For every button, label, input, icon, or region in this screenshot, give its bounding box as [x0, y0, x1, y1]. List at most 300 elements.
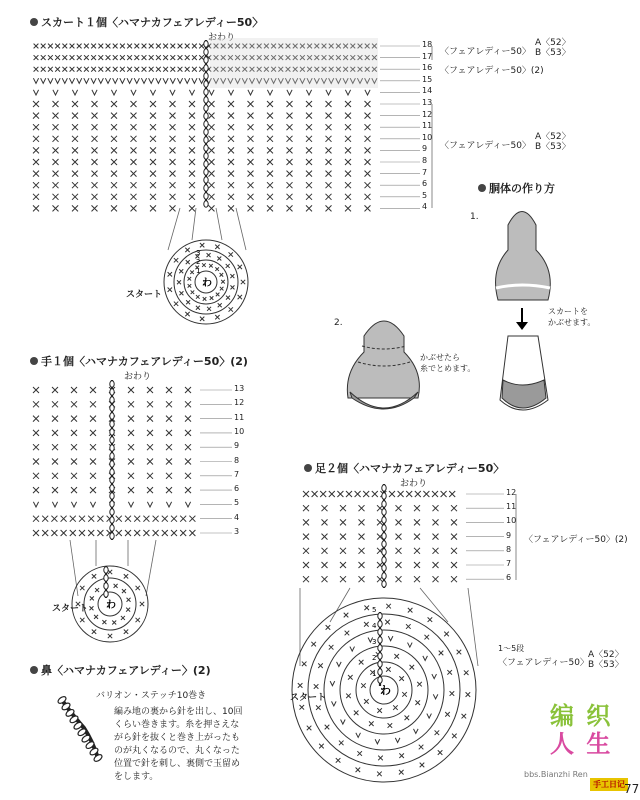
- chain-loop: [110, 469, 114, 475]
- stitch-x-mark: [41, 44, 46, 49]
- stitch-x-mark: [72, 113, 78, 119]
- row-number: 11: [234, 412, 245, 422]
- logo-badge: 手工日记: [590, 778, 628, 791]
- stitch-x-mark: [188, 277, 192, 281]
- stitch-x-mark: [170, 55, 175, 60]
- stitch-x-mark: [166, 487, 172, 493]
- stitch-x-mark: [52, 387, 58, 393]
- stitch-v-mark: [166, 502, 171, 507]
- stitch-v-mark: [77, 78, 82, 83]
- nose-subtitle: バリオン・ステッチ10巻き: [96, 691, 207, 701]
- stitch-x-mark: [238, 295, 242, 299]
- chain-loop: [204, 81, 208, 87]
- stitch-x-mark: [171, 530, 177, 536]
- stitch-x-mark: [345, 159, 351, 165]
- stitch-x-mark: [142, 44, 147, 49]
- stitch-x-mark: [248, 159, 254, 165]
- stitch-x-mark: [136, 618, 140, 622]
- stitch-x-mark: [420, 763, 425, 768]
- stitch-x-mark: [80, 586, 84, 590]
- stitch-x-mark: [53, 136, 59, 142]
- stitch-v-mark: [92, 90, 97, 95]
- stitch-x-mark: [226, 296, 230, 300]
- stitch-v-mark: [105, 78, 110, 83]
- stitch-x-mark: [228, 113, 234, 119]
- chain-loop: [378, 677, 382, 683]
- stitch-x-mark: [134, 55, 139, 60]
- funnel-line: [70, 540, 78, 596]
- stitch-x-mark: [180, 530, 186, 536]
- row-number: 13: [422, 98, 433, 107]
- stitch-x-mark: [189, 205, 195, 211]
- stitch-x-mark: [174, 302, 178, 306]
- stitch-x-mark: [215, 315, 219, 319]
- stitch-x-mark: [396, 548, 402, 554]
- stitch-x-mark: [303, 562, 309, 568]
- stitch-x-mark: [340, 576, 346, 582]
- chain-loop: [204, 177, 208, 183]
- stitch-x-mark: [203, 297, 207, 301]
- stitch-x-mark: [189, 530, 195, 536]
- chain-loop: [110, 533, 114, 539]
- step2-label: 2.: [334, 318, 343, 328]
- stitch-x-mark: [346, 694, 351, 699]
- chain-loop: [382, 541, 386, 547]
- stitch-x-mark: [88, 516, 94, 522]
- stitch-x-mark: [396, 576, 402, 582]
- stitch-x-mark: [149, 55, 154, 60]
- stitch-x-mark: [398, 491, 404, 497]
- chain-loop: [204, 153, 208, 159]
- chain-loop: [204, 73, 208, 79]
- stitch-x-mark: [62, 55, 67, 60]
- stitch-x-mark: [94, 615, 98, 619]
- chain-loop: [382, 525, 386, 531]
- stitch-x-mark: [228, 205, 234, 211]
- stitch-x-mark: [185, 487, 191, 493]
- chain-loop: [204, 169, 208, 175]
- chain-loop: [110, 509, 114, 515]
- stitch-x-mark: [72, 147, 78, 153]
- stitch-x-mark: [405, 716, 410, 721]
- stitch-x-mark: [33, 416, 39, 422]
- stitch-x-mark: [298, 683, 303, 688]
- stitch-x-mark: [189, 194, 195, 200]
- skirt-color-note-16: 〈フェアレディー50〉(2): [440, 66, 544, 76]
- row-number: 9: [234, 441, 240, 451]
- stitch-x-mark: [51, 530, 57, 536]
- stitch-x-mark: [92, 171, 98, 177]
- stitch-x-mark: [90, 473, 96, 479]
- stitch-v-mark: [433, 694, 438, 699]
- stitch-x-mark: [92, 136, 98, 142]
- stitch-x-mark: [34, 44, 39, 49]
- stitch-x-mark: [52, 487, 58, 493]
- stitch-x-mark: [41, 55, 46, 60]
- stitch-x-mark: [345, 205, 351, 211]
- stitch-x-mark: [147, 459, 153, 465]
- stitch-x-mark: [48, 67, 53, 72]
- stitch-x-mark: [106, 67, 111, 72]
- stitch-x-mark: [389, 491, 395, 497]
- stitch-x-mark: [336, 758, 341, 763]
- stitch-v-mark: [395, 738, 400, 743]
- funnel-line: [146, 540, 156, 596]
- funnel-line: [168, 208, 180, 250]
- stitch-x-mark: [445, 712, 450, 717]
- stitch-x-mark: [102, 620, 106, 624]
- stitch-x-mark: [72, 182, 78, 188]
- stitch-x-mark: [415, 700, 420, 705]
- stitch-x-mark: [248, 113, 254, 119]
- stitch-x-mark: [229, 307, 233, 311]
- hand-end-label: おわり: [124, 372, 152, 382]
- assembled-skirt-shape: [347, 321, 419, 398]
- stitch-x-mark: [451, 519, 457, 525]
- stitch-x-mark: [116, 530, 122, 536]
- stitch-x-mark: [406, 624, 411, 629]
- stitch-x-mark: [113, 55, 118, 60]
- stitch-x-mark: [108, 634, 112, 638]
- stitch-x-mark: [150, 205, 156, 211]
- stitch-v-mark: [55, 78, 60, 83]
- skirt-start-circle: [164, 240, 248, 324]
- chain-loop: [110, 445, 114, 451]
- stitch-x-mark: [179, 269, 183, 273]
- chain-loop: [110, 461, 114, 467]
- stitch-x-mark: [345, 182, 351, 188]
- chain-loop: [378, 661, 382, 667]
- stitch-x-mark: [345, 136, 351, 142]
- stitch-x-mark: [322, 534, 328, 540]
- stitch-x-mark: [77, 67, 82, 72]
- row-number: 7: [422, 167, 428, 177]
- stitch-x-mark: [168, 272, 172, 276]
- page-number: 77: [624, 782, 640, 796]
- stitch-x-mark: [209, 147, 215, 153]
- stitch-x-mark: [363, 491, 369, 497]
- round-number: 3: [372, 638, 377, 646]
- stitch-x-mark: [147, 401, 153, 407]
- stitch-x-mark: [302, 662, 307, 667]
- stitch-x-mark: [462, 714, 467, 719]
- row-number: 12: [506, 488, 517, 497]
- stitch-x-mark: [189, 113, 195, 119]
- stitch-x-mark: [267, 182, 273, 188]
- stitch-x-mark: [84, 67, 89, 72]
- chain-loop: [204, 105, 208, 111]
- logo-line1: 编 织: [550, 702, 613, 730]
- row-number: 6: [506, 573, 512, 583]
- stitch-x-mark: [53, 182, 59, 188]
- stitch-x-mark: [55, 67, 60, 72]
- stitch-x-mark: [72, 124, 78, 130]
- chain-loop: [110, 397, 114, 403]
- stitch-x-mark: [228, 147, 234, 153]
- stitch-x-mark: [303, 548, 309, 554]
- stitch-x-mark: [228, 101, 234, 107]
- stitch-v-mark: [41, 78, 46, 83]
- stitch-x-mark: [207, 253, 211, 257]
- stitch-x-mark: [408, 608, 413, 613]
- chain-loop: [110, 501, 114, 507]
- stitch-x-mark: [377, 772, 382, 777]
- stitch-x-mark: [406, 491, 412, 497]
- stitch-x-mark: [209, 136, 215, 142]
- stitch-x-mark: [209, 159, 215, 165]
- stitch-x-mark: [365, 147, 371, 153]
- stitch-x-mark: [128, 487, 134, 493]
- row-number: 5: [422, 190, 428, 200]
- stitch-x-mark: [128, 473, 134, 479]
- stitch-x-mark: [326, 124, 332, 130]
- stitch-v-mark: [134, 78, 139, 83]
- stitch-v-mark: [341, 720, 346, 725]
- stitch-x-mark: [149, 44, 154, 49]
- stitch-x-mark: [128, 416, 134, 422]
- stitch-x-mark: [33, 124, 39, 130]
- stitch-x-mark: [414, 519, 420, 525]
- stitch-x-mark: [150, 147, 156, 153]
- chain-loop: [378, 653, 382, 659]
- stitch-x-mark: [386, 667, 391, 672]
- stitch-x-mark: [451, 562, 457, 568]
- stitch-x-mark: [166, 430, 172, 436]
- stitch-x-mark: [127, 67, 132, 72]
- stitch-x-mark: [80, 618, 84, 622]
- stitch-v-mark: [71, 502, 76, 507]
- foot-end-label: おわり: [400, 479, 428, 489]
- row-number: 4: [422, 202, 428, 212]
- stitch-x-mark: [128, 444, 134, 450]
- stitch-x-mark: [111, 113, 117, 119]
- stitch-x-mark: [163, 44, 168, 49]
- stitch-x-mark: [359, 562, 365, 568]
- stitch-x-mark: [162, 530, 168, 536]
- stitch-x-mark: [147, 487, 153, 493]
- stitch-x-mark: [322, 562, 328, 568]
- stitch-x-mark: [215, 245, 219, 249]
- stitch-x-mark: [417, 682, 422, 687]
- stitch-x-mark: [287, 113, 293, 119]
- stitch-x-mark: [134, 44, 139, 49]
- stitch-v-mark: [330, 681, 335, 686]
- stitch-v-mark: [375, 739, 380, 744]
- shaded-band: [210, 38, 378, 88]
- stitch-v-mark: [69, 78, 74, 83]
- stitch-x-mark: [72, 159, 78, 165]
- stitch-x-mark: [189, 147, 195, 153]
- stitch-x-mark: [33, 101, 39, 107]
- stitch-x-mark: [53, 205, 59, 211]
- stitch-x-mark: [287, 124, 293, 130]
- stitch-x-mark: [209, 194, 215, 200]
- stitch-x-mark: [185, 55, 190, 60]
- stitch-x-mark: [386, 604, 391, 609]
- stitch-x-mark: [345, 631, 350, 636]
- stitch-x-mark: [196, 306, 200, 310]
- stitch-x-mark: [150, 194, 156, 200]
- row-number: 7: [234, 469, 240, 479]
- nose-instructions: 編み地の裏から針を出し、10回 くらい巻きます。糸を押さえな がら針を抜くと巻き上がったも のが丸くなるので、丸くなった 位置で針を刺し、裏側で玉留め をします。: [114, 707, 243, 782]
- stitch-x-mark: [337, 491, 343, 497]
- stitch-x-mark: [345, 171, 351, 177]
- stitch-x-mark: [209, 113, 215, 119]
- stitch-x-mark: [326, 159, 332, 165]
- stitch-x-mark: [90, 430, 96, 436]
- stitch-x-mark: [34, 67, 39, 72]
- stitch-x-mark: [33, 487, 39, 493]
- stitch-v-mark: [414, 729, 419, 734]
- row-number: 7: [506, 559, 512, 568]
- stitch-x-mark: [170, 205, 176, 211]
- stitch-x-mark: [140, 602, 144, 606]
- hand-chart-grid: [33, 380, 232, 596]
- stitch-x-mark: [91, 67, 96, 72]
- stitch-x-mark: [52, 473, 58, 479]
- stitch-v-mark: [306, 90, 311, 95]
- stitch-v-mark: [350, 647, 355, 652]
- stitch-x-mark: [326, 205, 332, 211]
- row-number: 11: [422, 121, 433, 131]
- stitch-x-mark: [52, 416, 58, 422]
- stitch-x-mark: [90, 416, 96, 422]
- stitch-x-mark: [228, 182, 234, 188]
- stitch-x-mark: [229, 252, 233, 256]
- stitch-x-mark: [185, 248, 189, 252]
- stitch-x-mark: [174, 258, 178, 262]
- skirt-color-note-mid: 〈フェアレディー50〉: [440, 141, 531, 151]
- stitch-x-mark: [433, 576, 439, 582]
- round-number: 3: [196, 249, 201, 257]
- stitch-x-mark: [127, 55, 132, 60]
- stitch-v-mark: [356, 733, 361, 738]
- stitch-x-mark: [185, 387, 191, 393]
- stitch-x-mark: [166, 444, 172, 450]
- stitch-x-mark: [185, 44, 190, 49]
- stitch-x-mark: [147, 430, 153, 436]
- stitch-x-mark: [136, 586, 140, 590]
- stitch-x-mark: [131, 136, 137, 142]
- stitch-x-mark: [128, 459, 134, 465]
- stitch-x-mark: [355, 491, 361, 497]
- stitch-x-mark: [53, 147, 59, 153]
- stitch-x-mark: [170, 194, 176, 200]
- row-number: 8: [234, 455, 240, 465]
- stitch-v-mark: [287, 90, 292, 95]
- stitch-x-mark: [248, 194, 254, 200]
- stitch-x-mark: [55, 44, 60, 49]
- stitch-x-mark: [98, 44, 103, 49]
- stitch-v-mark: [98, 78, 103, 83]
- stitch-x-mark: [185, 473, 191, 479]
- stitch-x-mark: [306, 101, 312, 107]
- stitch-x-mark: [147, 473, 153, 479]
- stitch-x-mark: [216, 293, 220, 297]
- stitch-x-mark: [92, 147, 98, 153]
- stitch-x-mark: [71, 401, 77, 407]
- stitch-x-mark: [340, 562, 346, 568]
- stitch-x-mark: [215, 267, 219, 271]
- stitch-x-mark: [62, 67, 67, 72]
- stitch-x-mark: [131, 113, 137, 119]
- stitch-x-mark: [316, 705, 321, 710]
- stitch-x-mark: [48, 55, 53, 60]
- stitch-x-mark: [150, 113, 156, 119]
- row-number: 6: [422, 179, 428, 189]
- stitch-v-mark: [53, 90, 58, 95]
- stitch-x-mark: [287, 136, 293, 142]
- foot-chart-grid: [300, 484, 516, 666]
- stitch-v-mark: [150, 90, 155, 95]
- stitch-x-mark: [77, 55, 82, 60]
- down-arrow-icon: [516, 322, 528, 330]
- stitch-x-mark: [326, 113, 332, 119]
- stitch-x-mark: [326, 625, 331, 630]
- round-number: 4: [372, 622, 377, 630]
- stitch-v-mark: [33, 502, 38, 507]
- stitch-x-mark: [340, 505, 346, 511]
- row-number: 9: [422, 144, 428, 154]
- stitch-x-mark: [134, 530, 140, 536]
- stitch-x-mark: [98, 55, 103, 60]
- stitch-x-mark: [399, 770, 404, 775]
- chain-loop: [110, 437, 114, 443]
- stitch-x-mark: [90, 459, 96, 465]
- stitch-x-mark: [111, 205, 117, 211]
- stitch-x-mark: [396, 505, 402, 511]
- stitch-x-mark: [71, 444, 77, 450]
- stitch-x-mark: [322, 519, 328, 525]
- chain-loop: [204, 49, 208, 55]
- row-number: 17: [422, 51, 433, 61]
- stitch-x-mark: [33, 159, 39, 165]
- stitch-x-mark: [70, 516, 76, 522]
- stitch-x-mark: [287, 147, 293, 153]
- logo-url: bbs.Bianzhi Ren: [524, 770, 588, 779]
- stitch-x-mark: [318, 663, 323, 668]
- stitch-x-mark: [419, 745, 424, 750]
- stitch-x-mark: [185, 67, 190, 72]
- foot-rounds-color: 〈フェアレディー50〉: [498, 658, 589, 668]
- row-number: 12: [234, 398, 245, 408]
- stitch-x-mark: [365, 101, 371, 107]
- row-number: 10: [422, 132, 433, 142]
- stitch-x-mark: [134, 516, 140, 522]
- round-number: 5: [372, 606, 377, 614]
- stitch-x-mark: [122, 589, 126, 593]
- stitch-x-mark: [89, 606, 93, 610]
- stitch-x-mark: [71, 473, 77, 479]
- stitch-x-mark: [33, 136, 39, 142]
- stitch-x-mark: [306, 113, 312, 119]
- stitch-x-mark: [92, 113, 98, 119]
- chain-loop: [204, 57, 208, 63]
- stitch-x-mark: [354, 711, 359, 716]
- stitch-x-mark: [170, 147, 176, 153]
- stitch-x-mark: [92, 124, 98, 130]
- stitch-v-mark: [337, 662, 342, 667]
- stitch-x-mark: [170, 182, 176, 188]
- stitch-x-mark: [329, 645, 334, 650]
- stitch-x-mark: [192, 44, 197, 49]
- stitch-x-mark: [125, 530, 131, 536]
- center-ring-label: わ: [202, 278, 212, 289]
- stitch-x-mark: [178, 55, 183, 60]
- stitch-x-mark: [303, 576, 309, 582]
- stitch-x-mark: [322, 505, 328, 511]
- stitch-x-mark: [340, 534, 346, 540]
